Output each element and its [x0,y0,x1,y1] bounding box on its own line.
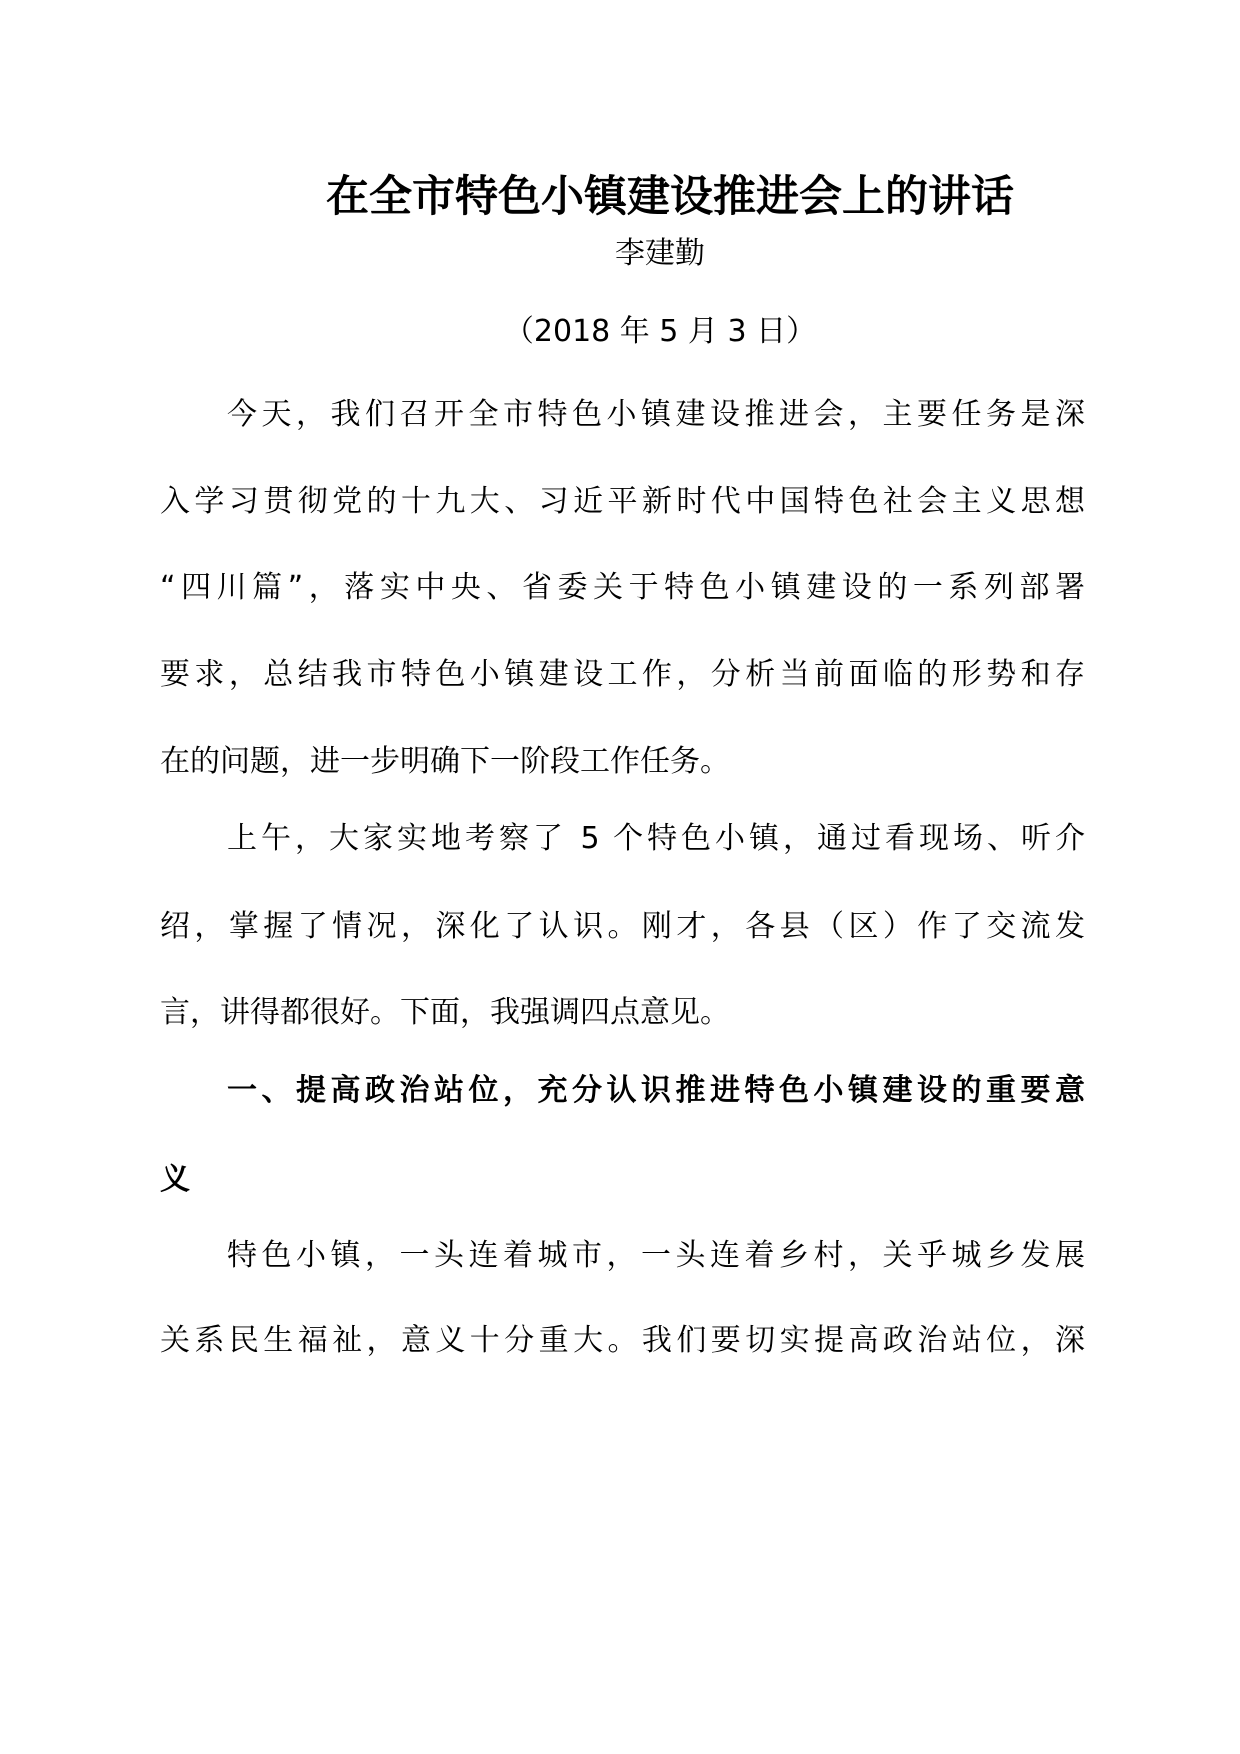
paragraph-2-line-1: 上午，大家实地考察了 5 个特色小镇，通过看现场、听介 [227,821,1085,856]
section-heading-line-1: 一、提高政治站位，充分认识推进特色小镇建设的重要意 [227,1073,1085,1108]
paragraph-1-line-1: 今天，我们召开全市特色小镇建设推进会，主要任务是深 [227,397,1085,432]
paragraph-1-line-5: 在的问题，进一步明确下一阶段工作任务。 [160,744,730,779]
section-heading-line-2: 义 [160,1162,190,1197]
paragraph-3-line-2: 关系民生福祉，意义十分重大。我们要切实提高政治站位，深 [160,1323,1085,1358]
author-name: 李建勤 [615,236,705,271]
paragraph-2-line-2: 绍，掌握了情况，深化了认识。刚才，各县（区）作了交流发 [160,909,1085,944]
paragraph-2-line-3: 言，讲得都很好。下面，我强调四点意见。 [160,995,730,1030]
paragraph-1-line-4: 要求，总结我市特色小镇建设工作，分析当前面临的形势和存 [160,657,1085,692]
paragraph-3-line-1: 特色小镇，一头连着城市，一头连着乡村，关乎城乡发展 [227,1238,1085,1273]
paragraph-1-line-2: 入学习贯彻党的十九大、习近平新时代中国特色社会主义思想 [160,484,1085,519]
paragraph-1-line-3: “四川篇”，落实中央、省委关于特色小镇建设的一系列部署 [160,570,1085,605]
speech-date: （2018 年 5 月 3 日） [503,314,817,349]
document-title: 在全市特色小镇建设推进会上的讲话 [326,172,1014,222]
